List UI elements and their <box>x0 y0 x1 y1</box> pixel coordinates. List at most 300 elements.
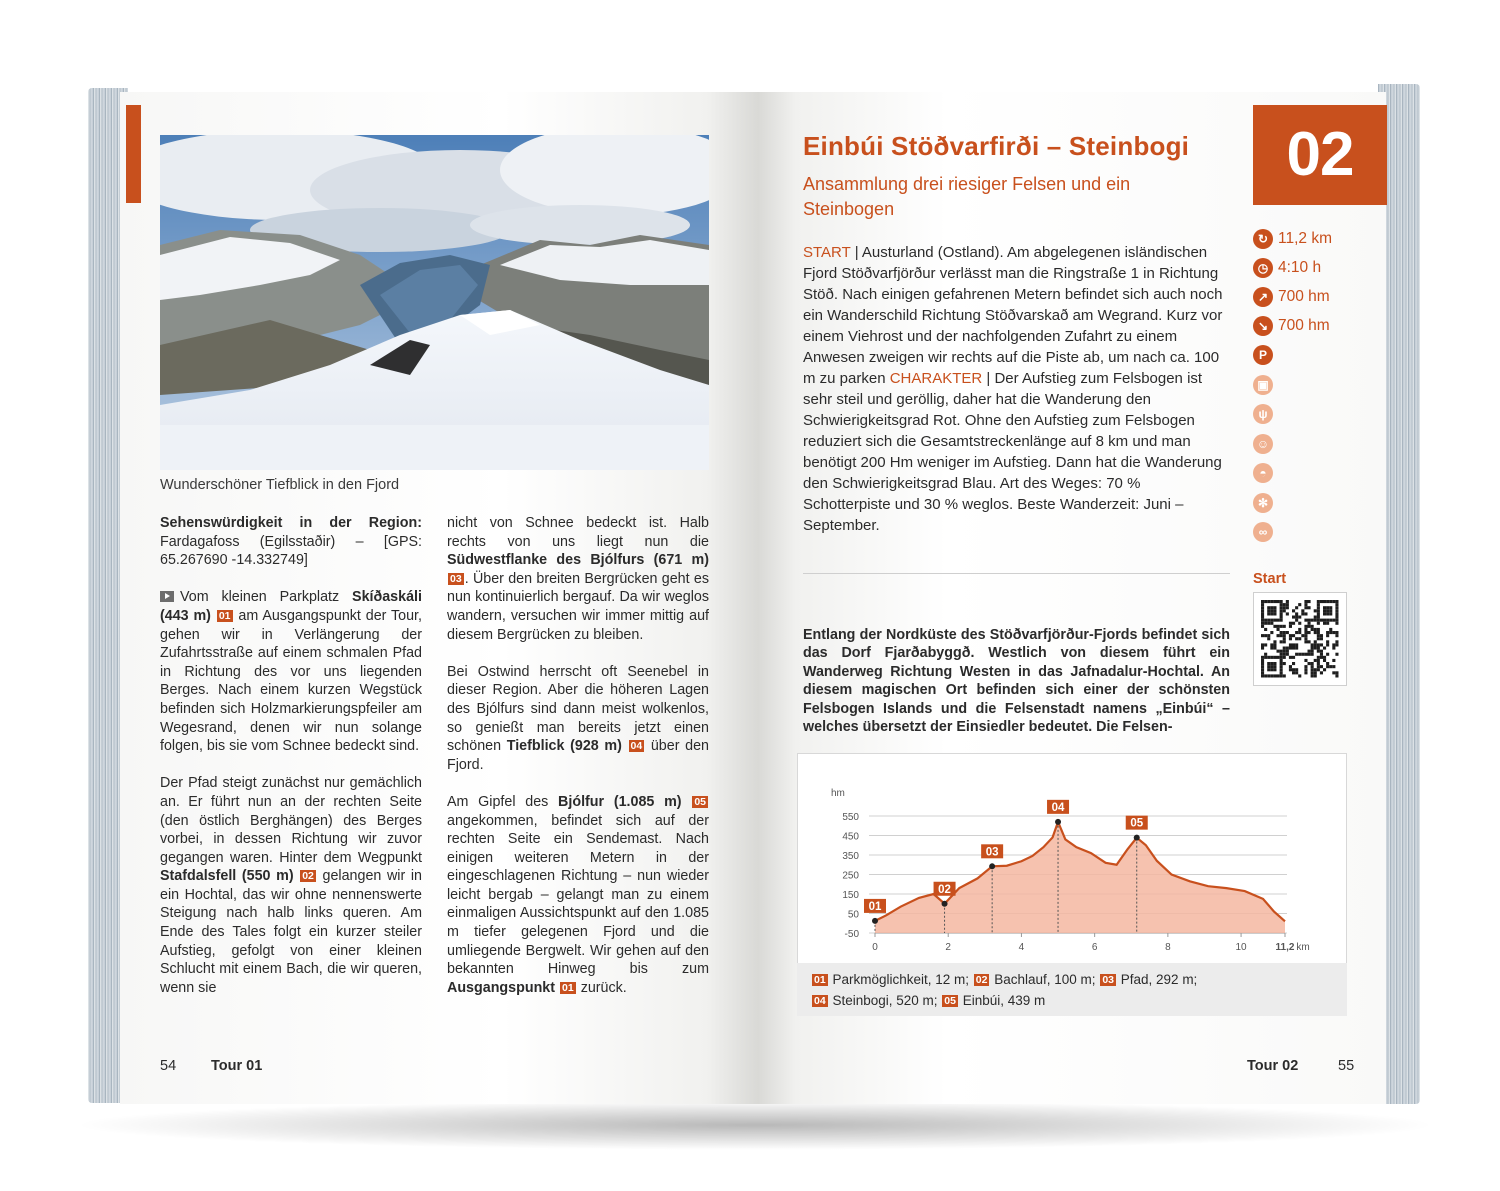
start-label: START <box>803 244 851 261</box>
qr-module <box>1264 634 1267 637</box>
qr-module <box>1261 612 1264 615</box>
qr-module <box>1273 600 1276 603</box>
qr-module <box>1295 637 1298 640</box>
qr-module <box>1292 634 1295 637</box>
qr-module <box>1308 631 1311 634</box>
qr-module <box>1323 659 1326 662</box>
y-tick-label: 450 <box>842 831 859 843</box>
waypoint-marker: 05 <box>694 795 706 808</box>
picnic-icon: ◓ <box>1253 463 1273 483</box>
qr-module <box>1298 622 1301 625</box>
qr-module <box>1295 671 1298 674</box>
qr-module <box>1292 647 1295 650</box>
qr-module <box>1301 653 1304 656</box>
qr-module <box>1323 600 1326 603</box>
qr-module <box>1295 612 1298 615</box>
qr-module <box>1280 659 1283 662</box>
qr-code <box>1253 592 1347 686</box>
qr-module <box>1261 634 1264 637</box>
qr-module <box>1304 671 1307 674</box>
amenity-restaurant <box>1253 404 1278 424</box>
qr-module <box>1335 606 1338 609</box>
paragraph-4-text-a: Bei Ostwind herrscht oft Seenebel in dieser Region. Aber die höheren Lagen des Bjólfurs sind dann meist wolkenlos, so genießt man bereits jetzt einen schönen <box>447 663 709 755</box>
paragraph-1 <box>160 588 422 755</box>
qr-module <box>1270 600 1273 603</box>
qr-module <box>1286 612 1289 615</box>
left-accent-bar <box>126 105 141 203</box>
qr-module <box>1261 659 1264 662</box>
qr-module <box>1304 659 1307 662</box>
qr-module <box>1270 665 1273 668</box>
qr-module <box>1292 662 1295 665</box>
qr-module <box>1292 656 1295 659</box>
fjord-photo-illustration <box>160 135 709 470</box>
legend-item-01 <box>811 972 969 987</box>
qr-module <box>1314 671 1317 674</box>
qr-module <box>1267 674 1270 677</box>
qr-module <box>1311 650 1314 653</box>
qr-module <box>1326 634 1329 637</box>
qr-module <box>1323 606 1326 609</box>
qr-module <box>1335 634 1338 637</box>
qr-module <box>1289 622 1292 625</box>
qr-module <box>1304 653 1307 656</box>
stat-value: 700 hm <box>1278 288 1330 305</box>
qr-module <box>1332 665 1335 668</box>
y-tick-label: -50 <box>844 929 859 940</box>
qr-module <box>1261 606 1264 609</box>
qr-module <box>1308 606 1311 609</box>
qr-module <box>1304 640 1307 643</box>
descent-icon: ↘ <box>1253 316 1273 336</box>
amenity-bike <box>1253 522 1278 542</box>
qr-module <box>1280 674 1283 677</box>
waypoint-label: 04 <box>1051 801 1065 814</box>
qr-module <box>1329 628 1332 631</box>
qr-module <box>1317 668 1320 671</box>
qr-module <box>1280 650 1283 653</box>
qr-module <box>1335 671 1338 674</box>
paragraph-5 <box>447 793 709 998</box>
qr-module <box>1326 643 1329 646</box>
waypoint-dot <box>872 918 878 924</box>
winter-icon: ✻ <box>1253 493 1273 513</box>
qr-module <box>1326 631 1329 634</box>
legend-item-03 <box>1099 972 1197 987</box>
bike-icon: ∞ <box>1253 522 1273 542</box>
qr-module <box>1295 643 1298 646</box>
sight-heading: Sehenswürdigkeit in der Region: <box>160 515 422 531</box>
qr-module <box>1320 665 1323 668</box>
paragraph-5-text-a: Am Gipfel des <box>447 793 549 810</box>
qr-module <box>1317 662 1320 665</box>
paragraph-3-text-a: nicht von Schnee bedeckt ist. Halb rechts von uns liegt nun die <box>447 515 709 550</box>
qr-module <box>1261 619 1264 622</box>
parking-icon: P <box>1253 345 1273 365</box>
qr-module <box>1314 643 1317 646</box>
qr-module <box>1311 653 1314 656</box>
waypoint-marker: 01 <box>562 981 574 994</box>
qr-module <box>1261 609 1264 612</box>
legend-text: Pfad, 292 m; <box>1120 972 1198 987</box>
qr-module <box>1277 625 1280 628</box>
x-tick-label: 0 <box>872 942 878 953</box>
qr-module <box>1317 603 1320 606</box>
qr-module <box>1295 668 1298 671</box>
qr-module <box>1270 647 1273 650</box>
qr-module <box>1311 665 1314 668</box>
qr-module <box>1326 640 1329 643</box>
qr-module <box>1335 616 1338 619</box>
qr-module <box>1267 637 1270 640</box>
qr-module <box>1317 665 1320 668</box>
legend-text: Steinbogi, 520 m; <box>832 993 938 1008</box>
amenity-picnic <box>1253 463 1278 483</box>
qr-module <box>1261 671 1264 674</box>
qr-module <box>1292 609 1295 612</box>
qr-module <box>1329 665 1332 668</box>
waypoint-marker: 04 <box>630 740 643 753</box>
paragraph-3-text-c: . Über den breiten Bergrücken geht es nun kontinuierlich bergauf. Da wir weglos wandern, versuchen wir immer mittig auf diesem Bergrücken zu bleiben. <box>447 570 709 643</box>
qr-module <box>1308 619 1311 622</box>
qr-module <box>1304 625 1307 628</box>
qr-module <box>1264 622 1267 625</box>
qr-module <box>1267 619 1270 622</box>
qr-module <box>1317 656 1320 659</box>
paragraph-5-text-c2: zurück. <box>580 979 627 996</box>
qr-module <box>1323 612 1326 615</box>
legend-marker: 02 <box>975 974 988 986</box>
qr-module <box>1323 619 1326 622</box>
y-tick-label: 150 <box>842 890 859 901</box>
qr-module <box>1317 619 1320 622</box>
qr-module <box>1320 671 1323 674</box>
qr-module <box>1267 634 1270 637</box>
qr-module <box>1335 600 1338 603</box>
qr-module <box>1280 619 1283 622</box>
waypoint-label: 02 <box>938 883 951 896</box>
qr-module <box>1332 659 1335 662</box>
qr-module <box>1261 603 1264 606</box>
y-tick-label: 50 <box>847 909 859 921</box>
qr-module <box>1273 668 1276 671</box>
qr-module <box>1317 609 1320 612</box>
y-tick-label: 550 <box>842 812 859 823</box>
qr-module <box>1326 665 1329 668</box>
waypoint-dot <box>989 863 995 869</box>
qr-module <box>1280 631 1283 634</box>
qr-module <box>1277 634 1280 637</box>
qr-module <box>1317 616 1320 619</box>
qr-module <box>1320 643 1323 646</box>
qr-module <box>1280 634 1283 637</box>
qr-module <box>1280 606 1283 609</box>
qr-module <box>1308 653 1311 656</box>
amenity-winter <box>1253 493 1278 513</box>
qr-module <box>1298 603 1301 606</box>
tour-subtitle: Ansammlung drei riesiger Felsen und ein Steinbogen <box>803 174 1131 219</box>
waypoint-marker: 01 <box>218 609 231 622</box>
waypoint-name: Bjólfur (1.085 m) <box>558 793 682 810</box>
qr-module <box>1295 616 1298 619</box>
qr-module <box>1317 600 1320 603</box>
waypoint-name: Ausgangspunkt <box>447 979 556 996</box>
qr-module <box>1308 625 1311 628</box>
qr-module <box>1329 606 1332 609</box>
qr-module <box>1326 609 1329 612</box>
stat-value: 700 hm <box>1278 317 1330 334</box>
waypoint-dot <box>1134 835 1140 841</box>
qr-module <box>1298 674 1301 677</box>
qr-module <box>1270 656 1273 659</box>
sight-text: Fardagafoss (Egilsstaðir) – [GPS: 65.267690 -14.332749] <box>160 533 422 569</box>
qr-module <box>1332 671 1335 674</box>
divider <box>803 573 1230 574</box>
waypoint-name: Südwestflanke des Bjólfurs (671 m) <box>447 552 709 569</box>
qr-module <box>1286 603 1289 606</box>
qr-module <box>1289 634 1292 637</box>
qr-module <box>1323 622 1326 625</box>
qr-module <box>1270 668 1273 671</box>
qr-module <box>1277 628 1280 631</box>
paragraph-2 <box>160 774 422 997</box>
qr-module <box>1270 674 1273 677</box>
qr-module <box>1304 631 1307 634</box>
qr-module <box>1317 647 1320 650</box>
qr-module <box>1304 603 1307 606</box>
qr-module <box>1286 600 1289 603</box>
qr-module <box>1289 665 1292 668</box>
legend-marker: 05 <box>944 995 956 1007</box>
qr-module <box>1311 619 1314 622</box>
waypoint-name: Tiefblick (928 m) <box>506 738 622 755</box>
x-tick-label: 10 <box>1235 942 1247 953</box>
qr-module <box>1292 671 1295 674</box>
qr-module <box>1270 622 1273 625</box>
y-tick-label: 250 <box>842 870 859 882</box>
qr-module <box>1308 600 1311 603</box>
qr-module <box>1270 609 1273 612</box>
qr-module <box>1264 643 1267 646</box>
qr-module <box>1295 631 1298 634</box>
qr-module <box>1335 643 1338 646</box>
qr-module <box>1311 671 1314 674</box>
legend-text: Bachlauf, 100 m; <box>994 972 1096 987</box>
qr-module <box>1264 656 1267 659</box>
qr-module <box>1270 606 1273 609</box>
legend-marker: 03 <box>1102 974 1114 986</box>
qr-module <box>1326 612 1329 615</box>
qr-module <box>1277 600 1280 603</box>
qr-module <box>1311 643 1314 646</box>
qr-module <box>1332 647 1335 650</box>
right-running-head-text: Tour 02 <box>1247 1058 1299 1074</box>
sight-paragraph <box>160 514 422 570</box>
qr-module <box>1329 619 1332 622</box>
qr-module <box>1329 609 1332 612</box>
qr-module <box>1261 616 1264 619</box>
qr-module <box>1264 653 1267 656</box>
ascent-icon: ↗ <box>1253 287 1273 307</box>
qr-module <box>1270 643 1273 646</box>
qr-module <box>1326 662 1329 665</box>
qr-module <box>1261 668 1264 671</box>
qr-module <box>1280 640 1283 643</box>
qr-module <box>1267 622 1270 625</box>
qr-module <box>1326 619 1329 622</box>
qr-module <box>1335 603 1338 606</box>
qr-module <box>1298 628 1301 631</box>
elevation-area <box>875 822 1285 933</box>
qr-module <box>1314 647 1317 650</box>
qr-module <box>1289 643 1292 646</box>
qr-module <box>1264 628 1267 631</box>
qr-module <box>1280 616 1283 619</box>
qr-module <box>1283 637 1286 640</box>
legend-text: Parkmöglichkeit, 12 m; <box>832 972 970 987</box>
legend-item-02 <box>973 972 1096 987</box>
qr-module <box>1292 668 1295 671</box>
left-column-1 <box>160 514 422 1016</box>
qr-module <box>1304 665 1307 668</box>
legend-item-05 <box>941 993 1045 1008</box>
qr-module <box>1317 612 1320 615</box>
qr-module <box>1289 668 1292 671</box>
paragraph-4 <box>447 663 709 775</box>
tour-title: Einbúi Stöðvarfirði – Steinbogi <box>803 131 1190 161</box>
qr-module <box>1280 656 1283 659</box>
qr-code-graphic <box>1254 593 1346 685</box>
amenity-bus <box>1253 375 1278 395</box>
qr-module <box>1308 650 1311 653</box>
qr-module <box>1273 640 1276 643</box>
qr-module <box>1304 628 1307 631</box>
qr-start-label: Start <box>1253 571 1287 587</box>
qr-module <box>1261 625 1264 628</box>
qr-module <box>1326 606 1329 609</box>
qr-module <box>1326 653 1329 656</box>
qr-module <box>1289 625 1292 628</box>
qr-module <box>1261 647 1264 650</box>
elevation-chart <box>798 754 1348 964</box>
restaurant-icon: ψ <box>1253 404 1273 424</box>
qr-module <box>1267 609 1270 612</box>
qr-module <box>1264 600 1267 603</box>
qr-module <box>1317 606 1320 609</box>
qr-module <box>1335 631 1338 634</box>
qr-module <box>1311 625 1314 628</box>
waypoint-name: Skíðaskáli (443 m) <box>160 589 422 624</box>
qr-module <box>1283 631 1286 634</box>
paragraph-3 <box>447 514 709 644</box>
left-running-head <box>211 1058 262 1074</box>
qr-module <box>1289 656 1292 659</box>
qr-module <box>1267 656 1270 659</box>
legend-item-04 <box>811 993 938 1008</box>
qr-module <box>1267 665 1270 668</box>
qr-module <box>1329 631 1332 634</box>
clock-icon: ◷ <box>1253 258 1273 278</box>
left-page-number: 54 <box>160 1058 177 1074</box>
qr-module <box>1295 653 1298 656</box>
qr-module <box>1270 612 1273 615</box>
qr-module <box>1304 668 1307 671</box>
qr-module <box>1292 622 1295 625</box>
qr-module <box>1292 643 1295 646</box>
qr-module <box>1277 674 1280 677</box>
qr-module <box>1280 653 1283 656</box>
amenity-child <box>1253 434 1278 454</box>
qr-module <box>1298 637 1301 640</box>
qr-module <box>1283 650 1286 653</box>
qr-module <box>1314 609 1317 612</box>
qr-module <box>1332 643 1335 646</box>
qr-module <box>1308 640 1311 643</box>
qr-module <box>1314 631 1317 634</box>
waypoint-marker: 02 <box>302 870 314 883</box>
distance-icon: ↻ <box>1253 229 1273 249</box>
qr-module <box>1323 647 1326 650</box>
qr-module <box>1320 637 1323 640</box>
paragraph-5-text-c: angekommen, befindet sich auf der rechten Seite ein Sendemast. Nach einigen weiteren Metern in der eingeschlagenen Richtung – nun wieder leicht bergab – gelangt man zu einem einmaligen Aussichtspunkt auf den 1.085 m tiefer gelegenen Fjord und die umliegende Bergwelt. Wir gehen auf den bekannten Hinweg bis zum <box>447 812 709 978</box>
waypoint-dot <box>1055 819 1061 825</box>
legend-marker: 04 <box>814 995 826 1007</box>
qr-module <box>1335 609 1338 612</box>
qr-module <box>1329 612 1332 615</box>
qr-module <box>1304 606 1307 609</box>
qr-module <box>1277 650 1280 653</box>
x-tick-label: 8 <box>1165 942 1171 953</box>
lead-paragraph: Entlang der Nordküste des Stöðvarfjörður-Fjords befindet sich das Dorf Fjarðabyggð. Westlich von diesem führt ein Wanderweg Richtung Westen in das Jafnadalur-Hochtal. An diesem magischen Ort befinden sich einer der schönsten Felsbogen Islands und die Felsenstadt namens „Einbúi“ – welches übersetzt der Einsiedler bedeutet. Die Felsen- <box>803 627 1230 736</box>
qr-module <box>1273 643 1276 646</box>
qr-module <box>1280 609 1283 612</box>
qr-module <box>1329 600 1332 603</box>
qr-module <box>1304 619 1307 622</box>
qr-module <box>1314 616 1317 619</box>
x-tick-label: 2 <box>945 942 951 953</box>
qr-module <box>1335 674 1338 677</box>
qr-module <box>1311 674 1314 677</box>
qr-module <box>1270 662 1273 665</box>
paragraph-1-text-c: am Ausgangspunkt der Tour, gehen wir in Verlängerung der Zufahrtsstraße auf einem schmalen Pfad in Richtung des vor uns liegenden Berges. Nach einem kurzen Wegstück befinden sich Holzmarkierungspfeiler am Wegesrand, denen wir nun solange folgen, bis sie vom Schnee bedeckt sind. <box>160 607 423 755</box>
qr-module <box>1295 647 1298 650</box>
paragraph-2-text-a: Der Pfad steigt zunächst nur gemächlich an. Er führt nun an der rechten Seite (den östlich Berghängen) des Berges vorbei, in dessen Richtung wir zuvor gegangen waren. Hinter dem Wegpunkt <box>160 775 422 866</box>
qr-module <box>1317 622 1320 625</box>
qr-module <box>1314 628 1317 631</box>
waypoint-name: Stafdalsfell (550 m) <box>160 868 294 885</box>
qr-module <box>1326 622 1329 625</box>
qr-module <box>1270 631 1273 634</box>
qr-module <box>1314 640 1317 643</box>
qr-module <box>1323 609 1326 612</box>
qr-module <box>1301 612 1304 615</box>
qr-module <box>1261 665 1264 668</box>
qr-module <box>1273 674 1276 677</box>
qr-module <box>1314 668 1317 671</box>
qr-module <box>1314 659 1317 662</box>
qr-module <box>1335 619 1338 622</box>
qr-module <box>1335 653 1338 656</box>
qr-module <box>1298 653 1301 656</box>
qr-module <box>1311 647 1314 650</box>
qr-module <box>1326 600 1329 603</box>
waypoint-label: 05 <box>1130 817 1144 830</box>
qr-module <box>1283 640 1286 643</box>
paragraph-2-text-c: gelangen wir in ein Hochtal, das wir ohne nennenswerte Steigung nach halb links queren. Am Ende des Tales folgt ein kurzer steiler Aufstieg, gefolgt von einer kleinen Schlucht mit einem Bach, die wir queren, wenn sie <box>160 868 422 996</box>
qr-module <box>1283 647 1286 650</box>
qr-module <box>1320 656 1323 659</box>
qr-module <box>1261 643 1264 646</box>
